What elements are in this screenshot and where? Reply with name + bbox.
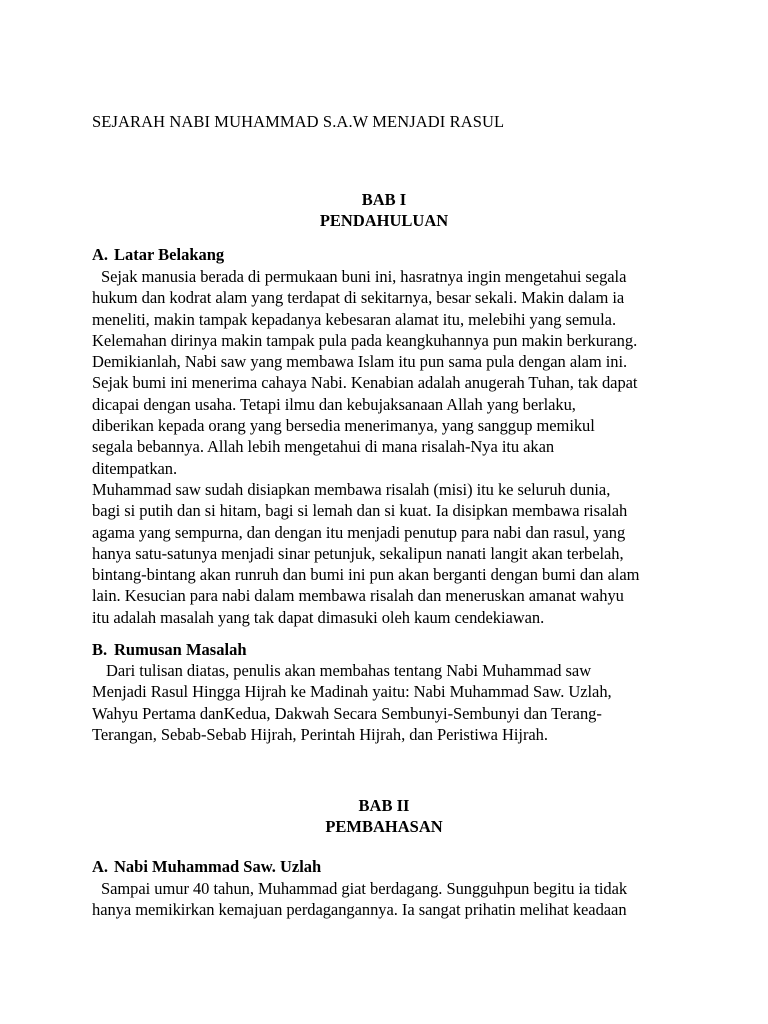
paragraph-line: Terangan, Sebab-Sebab Hijrah, Perintah Hijrah, dan Peristiwa Hijrah. bbox=[92, 724, 548, 744]
chapter-number: BAB I bbox=[361, 190, 407, 209]
paragraph-line: Demikianlah, Nabi saw yang membawa Islam itu pun sama pula dengan alam ini. bbox=[92, 352, 628, 372]
paragraph-line: Dari tulisan diatas, penulis akan membahas tentang Nabi Muhammad saw bbox=[106, 661, 592, 680]
paragraph-line: Kelemahan dirinya makin tampak pula pada keangkuhannya pun makin berkurang. bbox=[92, 330, 638, 350]
section-body-rumusan-masalah bbox=[92, 660, 612, 745]
paragraph-line: hanya satu-satunya menjadi sinar petunjuk, sekalipun nanati langit akan terbelah, bbox=[92, 543, 624, 563]
paragraph-line: hanya memikirkan kemajuan perdagangannya. Ia sangat prihatin melihat keadaan bbox=[92, 900, 627, 920]
paragraph-line: Sampai umur 40 tahun, Muhammad giat berdagang. Sungguhpun begitu ia tidak bbox=[101, 879, 628, 898]
paragraph-line: diberikan kepada orang yang bersedia menerimanya, yang sanggup memikul bbox=[92, 416, 595, 436]
paragraph-line: dicapai dengan usaha. Tetapi ilmu dan kebujaksanaan Allah yang berlaku, bbox=[92, 394, 576, 414]
paragraph-line: itu adalah masalah yang tak dapat dimasuki oleh kaum cendekiawan. bbox=[92, 607, 545, 627]
chapter-number: BAB II bbox=[358, 796, 410, 815]
paragraph-line: meneliti, makin tampak kepadanya kebesaran alamat itu, melebihi yang semula. bbox=[92, 309, 617, 329]
section-body-latar-belakang bbox=[92, 266, 639, 628]
section-letter: A. bbox=[92, 245, 109, 264]
section-letter: A. bbox=[92, 857, 109, 876]
chapter-name: PENDAHULUAN bbox=[319, 211, 449, 230]
section-letter: B. bbox=[92, 640, 108, 659]
document-title: SEJARAH NABI MUHAMMAD S.A.W MENJADI RASUL bbox=[92, 112, 505, 131]
paragraph-line: agama yang sempurna, dan dengan itu menjadi penutup para nabi dan rasul, yang bbox=[92, 522, 626, 542]
paragraph-line: bintang-bintang akan runruh dan bumi ini pun akan berganti dengan bumi dan alam bbox=[92, 565, 640, 585]
paragraph-line: lain. Kesucian para nabi dalam membawa risalah dan meneruskan amanat wahyu bbox=[92, 586, 624, 606]
paragraph-line: Sejak bumi ini menerima cahaya Nabi. Kenabian adalah anugerah Tuhan, tak dapat bbox=[92, 373, 638, 393]
section-heading-latar-belakang bbox=[92, 244, 224, 265]
paragraph-line: bagi si putih dan si hitam, bagi si lemah dan si kuat. Ia disipkan membawa risalah bbox=[92, 501, 628, 521]
paragraph-line: Muhammad saw sudah disiapkan membawa risalah (misi) itu ke seluruh dunia, bbox=[92, 479, 611, 499]
section-body-uzlah bbox=[92, 878, 627, 921]
paragraph-line: ditempatkan. bbox=[92, 458, 178, 478]
chapter-heading-bab-2 bbox=[0, 795, 768, 837]
section-title: Rumusan Masalah bbox=[114, 640, 247, 659]
paragraph-line: hukum dan kodrat alam yang terdapat di sekitarnya, besar sekali. Makin dalam ia bbox=[92, 288, 625, 308]
section-heading-uzlah bbox=[92, 856, 321, 877]
paragraph-line: Menjadi Rasul Hingga Hijrah ke Madinah yaitu: Nabi Muhammad Saw. Uzlah, bbox=[92, 682, 612, 702]
section-title: Nabi Muhammad Saw. Uzlah bbox=[114, 857, 322, 876]
chapter-name: PEMBAHASAN bbox=[325, 817, 443, 836]
paragraph-line: Wahyu Pertama danKedua, Dakwah Secara Sembunyi-Sembunyi dan Terang- bbox=[92, 703, 602, 723]
section-heading-rumusan-masalah bbox=[92, 639, 247, 660]
paragraph-line: segala bebannya. Allah lebih mengetahui di mana risalah-Nya itu akan bbox=[92, 437, 555, 457]
paragraph-line: Sejak manusia berada di permukaan buni ini, hasratnya ingin mengetahui segala bbox=[101, 267, 627, 286]
chapter-heading-bab-1 bbox=[0, 189, 768, 231]
section-title: Latar Belakang bbox=[114, 245, 225, 264]
